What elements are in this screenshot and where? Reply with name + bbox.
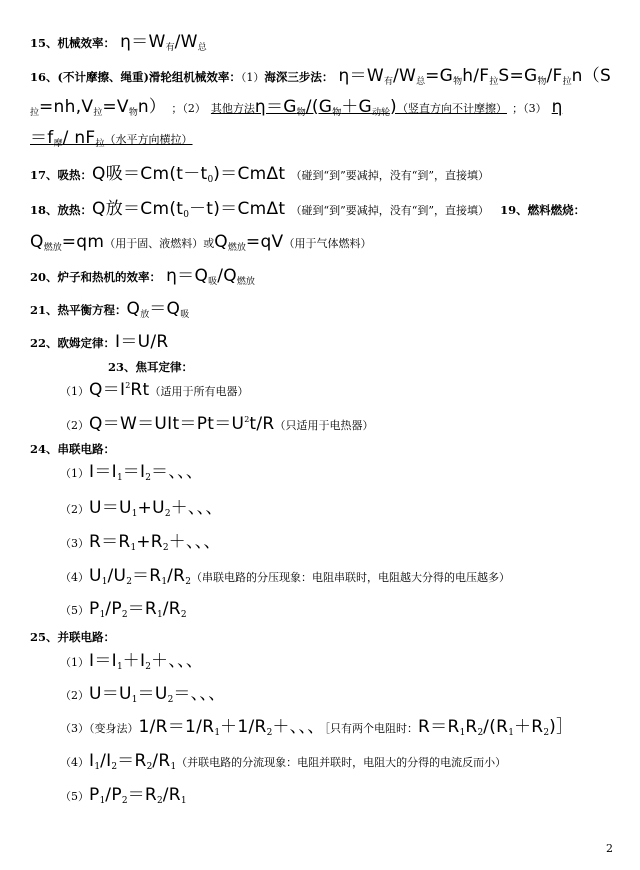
formula-text: S=G — [498, 66, 538, 86]
note: （用于气体燃料） — [283, 237, 372, 250]
item-number: （1） — [60, 656, 89, 669]
formula-text: =qm — [61, 232, 105, 252]
heading-21: 21、热平衡方程： — [30, 303, 127, 317]
formula-text: ＋1/R — [220, 717, 267, 737]
other-method — [211, 97, 507, 116]
subscript: 物 — [128, 108, 138, 118]
formula-text: =nh,V — [39, 97, 94, 117]
subscript: 2 — [180, 610, 187, 620]
formula-text: /P — [105, 599, 122, 619]
formula-25-5 — [60, 787, 187, 806]
formula-23-1 — [60, 382, 248, 399]
formula-text: t/R — [249, 414, 275, 434]
subscript: 有 — [383, 77, 393, 87]
formula-text: Q — [214, 232, 228, 252]
subscript: 2 — [157, 796, 163, 806]
formula-text: I＝I — [89, 651, 117, 671]
formula-16-line2 — [30, 99, 563, 118]
formula-text: 1/R＝1/R — [138, 717, 215, 737]
formula-text: /(G — [305, 97, 333, 117]
heading-15: 15、机械效率： — [30, 36, 116, 50]
heading-20: 20、炉子和热机的效率： — [30, 270, 162, 284]
subscript: 1 — [214, 728, 221, 738]
formula-25-3 — [60, 719, 573, 738]
formula-text: ＝R — [117, 751, 147, 771]
formula-text: /Q — [217, 266, 237, 286]
item-number: （1） — [240, 71, 265, 84]
subscript: 1 — [131, 509, 138, 519]
subscript: 1 — [170, 762, 177, 772]
heading-22: 22、欧姆定律： — [30, 336, 116, 350]
subscript: 1 — [459, 728, 466, 738]
formula-24-1 — [60, 464, 203, 483]
formula-text: R＝R — [89, 532, 131, 552]
subscript: 1 — [94, 762, 101, 772]
note: （碰到“到”要减掉，没有“到”，直接填） — [290, 169, 489, 182]
item-number: （3） — [60, 537, 89, 550]
formula-text: η — [551, 97, 563, 117]
formula-text: R — [465, 717, 478, 737]
formula-text: )］ — [549, 717, 574, 737]
item-number: （2） — [60, 503, 89, 516]
note: （用于固、液燃料） — [104, 237, 204, 250]
method-label: 其他方法 — [210, 102, 255, 115]
formula-text: Q＝W＝UIt＝Pt＝U — [89, 414, 245, 434]
subscript: 拉 — [93, 108, 103, 118]
subscript: 1 — [508, 728, 514, 738]
formula-text: ＝、、、 — [173, 684, 226, 704]
subscript: 2 — [543, 728, 550, 738]
heading-25: 25、并联电路： — [30, 630, 116, 644]
note: （碰到“到”要减掉，没有“到”，直接填） — [290, 204, 489, 217]
formula-text: /R — [167, 566, 186, 586]
heading-23: 23、焦耳定律： — [108, 360, 194, 374]
formula-25-4 — [60, 753, 506, 772]
subscript: 2 — [162, 543, 169, 553]
formula-text: /W — [174, 32, 198, 52]
subscript: 1 — [157, 610, 163, 620]
subscript: 物 — [332, 108, 342, 118]
formula-text: ＋G — [341, 97, 373, 117]
formula-text: /R — [162, 785, 181, 805]
formula-text: ＝、、、 — [151, 462, 204, 482]
formula-text: Q — [30, 232, 44, 252]
note: （只适用于电热器） — [274, 419, 374, 432]
subscript: 1 — [116, 662, 123, 672]
method-label: 海深三步法： — [264, 70, 334, 84]
formula-text: ＋I — [122, 651, 146, 671]
note: （水平方向横拉） — [104, 133, 193, 146]
subscript: 拉 — [30, 108, 40, 118]
formula-text: U＝U — [89, 684, 132, 704]
formula-text: / nF — [62, 128, 96, 148]
formula-text: /U — [107, 566, 127, 586]
formula-text: －t)＝CmΔt — [188, 199, 286, 219]
subscript: 1 — [130, 543, 137, 553]
note: （串联电路的分压现象：电阻串联时，电阻越大分得的电压越多） — [191, 571, 511, 584]
formula-text: )＝CmΔt — [213, 164, 286, 184]
subscript: 动轮 — [372, 108, 391, 118]
subscript: 2 — [145, 473, 152, 483]
subscript: 物 — [453, 77, 463, 87]
formula-22 — [30, 334, 169, 351]
formula-text: ＝R — [127, 785, 158, 805]
formula-text: η＝W — [120, 32, 166, 52]
heading-24: 24、串联电路： — [30, 442, 116, 456]
heading-23-line — [108, 358, 193, 374]
formula-text: n（S — [571, 66, 612, 86]
item-number: （1） — [60, 467, 89, 480]
formula-text: ＝U — [137, 684, 168, 704]
formula-16-line1 — [30, 68, 611, 87]
formula-text: ＋、、、 — [168, 532, 221, 552]
subscript: 拉 — [95, 139, 105, 149]
formula-text: =V — [102, 97, 129, 117]
subscript: 2 — [121, 610, 128, 620]
subscript: 燃放 — [236, 277, 255, 287]
item-number: （5） — [60, 604, 89, 617]
heading-16: 16、(不计摩擦、绳重)滑轮组机械效率： — [30, 70, 241, 84]
formula-text: /R — [162, 599, 181, 619]
subscript: 放 — [140, 310, 150, 320]
separator: ；（3） — [512, 102, 547, 115]
formula-text: P — [89, 599, 100, 619]
subscript: 1 — [161, 577, 168, 587]
item-number: （2） — [60, 419, 89, 432]
formula-text: U — [89, 566, 102, 586]
formula-text: +U — [137, 498, 165, 518]
page-number: 2 — [606, 842, 613, 855]
item-number: （1） — [60, 385, 89, 398]
subscript: 燃放 — [43, 243, 62, 253]
heading-19: 19、燃料燃烧： — [500, 203, 586, 217]
subscript: 2 — [145, 662, 152, 672]
heading-17: 17、吸热： — [30, 168, 93, 182]
formula-text: /I — [100, 751, 112, 771]
subscript: 拉 — [562, 77, 572, 87]
formula-text: Q吸＝Cm(t－t — [92, 164, 208, 184]
horizontal-method — [30, 128, 193, 147]
item-number: （5） — [60, 790, 89, 803]
subscript: 燃放 — [227, 243, 246, 253]
subscript: 2 — [185, 577, 192, 587]
subscript: 1 — [101, 577, 108, 587]
formula-19 — [30, 234, 371, 253]
subscript: 2 — [477, 728, 484, 738]
formula-text: Rt — [130, 380, 150, 400]
subscript: 2 — [126, 577, 132, 587]
formula-text: ＝Q — [149, 299, 181, 319]
subscript: 吸 — [180, 310, 190, 320]
formula-text: =qV — [245, 232, 284, 252]
formula-text: ＋R — [513, 717, 544, 737]
formula-21 — [30, 301, 189, 320]
subscript: 2 — [121, 796, 128, 806]
heading-25-line — [30, 628, 115, 644]
formula-text: h/F — [462, 66, 490, 86]
connector: 或 — [203, 237, 215, 250]
subscript: 物 — [296, 108, 306, 118]
formula-text: I＝U/R — [115, 332, 169, 352]
formula-text: ＝R — [132, 566, 162, 586]
subscript: 物 — [537, 77, 547, 87]
formula-text: η＝G — [254, 97, 297, 117]
formula-text: /R — [152, 751, 171, 771]
formula-text: η＝Q — [166, 266, 209, 286]
heading-18: 18、放热： — [30, 203, 93, 217]
subscript: 1 — [180, 796, 187, 806]
formula-20 — [30, 268, 255, 287]
formula-25-1 — [60, 653, 203, 672]
subscript: 2 — [146, 762, 153, 772]
superscript: 2 — [125, 381, 131, 390]
note: ［只有两个电阻时： — [324, 722, 419, 735]
formula-text: ＝R — [127, 599, 158, 619]
formula-24-4 — [60, 568, 510, 587]
superscript: 2 — [244, 415, 250, 424]
formula-text: Q — [126, 299, 141, 319]
subscript: 2 — [111, 762, 118, 772]
subscript: 2 — [167, 695, 174, 705]
formula-text: Q＝I — [89, 380, 126, 400]
formula-text: ＋、、、 — [151, 651, 204, 671]
formula-text: ＋、、、 — [272, 717, 325, 737]
item-number: （4） — [60, 756, 89, 769]
formula-24-2 — [60, 500, 223, 519]
heading-24-line — [30, 440, 115, 456]
formula-text: ＋、、、 — [170, 498, 223, 518]
subscript: 摩 — [53, 139, 63, 149]
formula-text: ＝I — [122, 462, 146, 482]
subscript: 拉 — [489, 77, 499, 87]
subscript: 2 — [164, 509, 171, 519]
subscript: 0 — [207, 175, 214, 185]
subscript: 1 — [99, 610, 106, 620]
formula-18 — [30, 201, 585, 220]
formula-text: /(R — [483, 717, 509, 737]
subscript: 有 — [165, 43, 175, 53]
formula-text: I＝I — [89, 462, 117, 482]
formula-text: =G — [425, 66, 454, 86]
note: （并联电路的分流现象：电阻并联时，电阻大的分得的电流反而小） — [176, 756, 507, 769]
formula-text: n） — [137, 97, 167, 117]
formula-text: ) — [390, 97, 397, 117]
formula-text: /F — [546, 66, 563, 86]
note: （竖直方向不计摩擦） — [396, 102, 507, 115]
item-number: （2） — [60, 689, 89, 702]
item-number: （3）（变身法） — [60, 722, 139, 735]
subscript: 吸 — [208, 277, 218, 287]
formula-text: /W — [392, 66, 417, 86]
formula-text: η＝W — [338, 66, 384, 86]
subscript: 0 — [183, 210, 189, 220]
formula-16-line3 — [30, 130, 193, 149]
formula-24-5 — [60, 601, 187, 620]
subscript: 总 — [197, 43, 207, 53]
formula-text: R＝R — [418, 717, 460, 737]
formula-text: I — [89, 751, 95, 771]
formula-25-2 — [60, 686, 226, 705]
formula-text: +R — [136, 532, 163, 552]
note: （适用于所有电器） — [149, 385, 249, 398]
formula-text: U＝U — [89, 498, 132, 518]
formula-text: /P — [105, 785, 122, 805]
formula-text: Q放＝Cm(t — [92, 199, 184, 219]
formula-24-3 — [60, 534, 221, 553]
subscript: 1 — [116, 473, 123, 483]
subscript: 1 — [99, 796, 106, 806]
formula-15 — [30, 34, 207, 53]
formula-23-2 — [60, 416, 373, 433]
subscript: 2 — [266, 728, 273, 738]
subscript: 总 — [416, 77, 426, 87]
formula-text: P — [89, 785, 100, 805]
formula-text: ＝f — [30, 128, 54, 148]
separator: ；（2） — [171, 102, 206, 115]
subscript: 1 — [131, 695, 138, 705]
item-number: （4） — [60, 571, 89, 584]
formula-17 — [30, 166, 489, 185]
